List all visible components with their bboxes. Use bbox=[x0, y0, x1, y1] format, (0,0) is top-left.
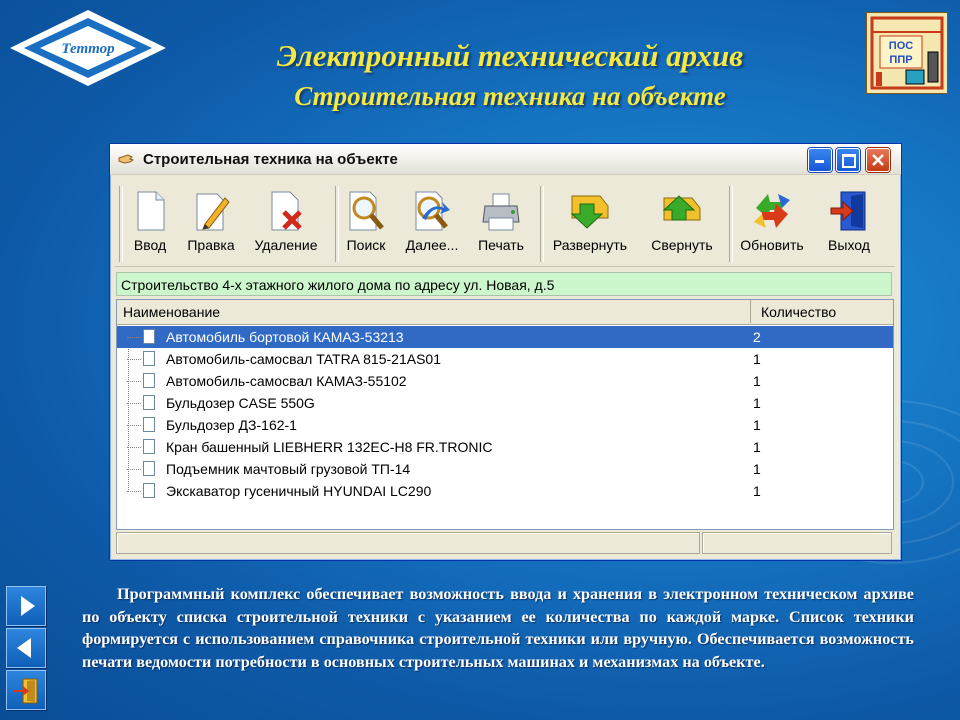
delete-button-label: Удаление bbox=[254, 237, 318, 253]
expand-arrow-icon bbox=[570, 190, 610, 232]
exit-door-icon bbox=[7, 671, 45, 709]
tree-connector bbox=[127, 447, 141, 448]
table-header bbox=[117, 300, 893, 325]
refresh-button-label: Обновить bbox=[740, 237, 804, 253]
row-name: Бульдозер ДЗ-162-1 bbox=[166, 417, 297, 433]
document-icon bbox=[143, 351, 155, 366]
add-button-label: Ввод bbox=[133, 237, 167, 253]
row-name: Автомобиль-самосвал КАМАЗ-55102 bbox=[166, 373, 407, 389]
play-forward-icon bbox=[7, 587, 45, 625]
toolbar-separator bbox=[540, 186, 544, 262]
pos-ppr-logo bbox=[866, 12, 948, 94]
document-icon bbox=[143, 483, 155, 498]
search-button[interactable] bbox=[341, 184, 391, 264]
table-row[interactable] bbox=[117, 392, 893, 414]
previous-slide-button[interactable] bbox=[6, 628, 46, 668]
refresh-icon bbox=[752, 190, 792, 232]
edit-button-label: Правка bbox=[187, 237, 235, 253]
expand-button[interactable] bbox=[548, 184, 632, 264]
page-subtitle: Строительная техника на объекте bbox=[294, 81, 726, 111]
tree-connector bbox=[127, 425, 141, 426]
printer-icon bbox=[481, 190, 521, 232]
table-row[interactable] bbox=[117, 480, 893, 502]
equipment-table bbox=[116, 299, 894, 530]
row-qty: 1 bbox=[753, 373, 761, 389]
badge-line2: ППР bbox=[889, 54, 913, 66]
page-title: Электронный технический архив bbox=[276, 38, 744, 73]
tree-connector bbox=[127, 337, 141, 338]
row-name: Подъемник мачтовый грузовой ТП-14 bbox=[166, 461, 411, 477]
toolbar-separator bbox=[335, 186, 339, 262]
status-bar bbox=[116, 532, 892, 554]
hand-pointer-icon bbox=[118, 152, 134, 166]
new-document-icon bbox=[130, 190, 170, 232]
edit-button[interactable] bbox=[182, 184, 240, 264]
badge-line1: ПОС bbox=[888, 40, 914, 52]
row-name: Экскаватор гусеничный HYUNDAI LC290 bbox=[166, 483, 432, 499]
delete-button[interactable] bbox=[249, 184, 323, 264]
minimize-icon bbox=[815, 160, 824, 163]
maximize-button[interactable] bbox=[836, 148, 860, 172]
equipment-window bbox=[109, 143, 902, 561]
document-icon bbox=[143, 395, 155, 410]
document-icon bbox=[143, 417, 155, 432]
pencil-icon bbox=[191, 190, 231, 232]
play-back-icon bbox=[7, 629, 45, 667]
table-row[interactable] bbox=[117, 414, 893, 436]
document-icon bbox=[143, 439, 155, 454]
expand-button-label: Развернуть bbox=[552, 237, 628, 253]
row-qty: 1 bbox=[753, 351, 761, 367]
document-icon bbox=[143, 373, 155, 388]
add-button[interactable] bbox=[127, 184, 173, 264]
find-next-button[interactable] bbox=[402, 184, 462, 264]
row-name: Автомобиль бортовой КАМАЗ-53213 bbox=[166, 329, 404, 345]
tree-connector bbox=[127, 381, 141, 382]
tree-connector bbox=[127, 403, 141, 404]
exit-door-icon bbox=[829, 190, 869, 232]
next-slide-button[interactable] bbox=[6, 586, 46, 626]
row-qty: 1 bbox=[753, 483, 761, 499]
close-button[interactable] bbox=[866, 148, 890, 172]
table-row[interactable] bbox=[117, 458, 893, 480]
row-qty: 2 bbox=[753, 329, 761, 345]
minimize-button[interactable] bbox=[808, 148, 832, 172]
toolbar-separator bbox=[729, 186, 733, 262]
search-button-label: Поиск bbox=[346, 237, 386, 253]
exit-button-label: Выход bbox=[828, 237, 870, 253]
row-name: Бульдозер CASE 550G bbox=[166, 395, 315, 411]
exit-slide-button[interactable] bbox=[6, 670, 46, 710]
exit-button[interactable] bbox=[821, 184, 877, 264]
logo-text: Теттор bbox=[61, 41, 115, 57]
window-titlebar[interactable] bbox=[110, 144, 901, 175]
toolbar-separator bbox=[119, 186, 123, 262]
row-qty: 1 bbox=[753, 395, 761, 411]
table-row[interactable] bbox=[117, 436, 893, 458]
tree-connector bbox=[127, 359, 141, 360]
table-row[interactable] bbox=[117, 370, 893, 392]
collapse-arrow-icon bbox=[662, 190, 702, 232]
maximize-icon bbox=[842, 154, 856, 168]
close-icon bbox=[867, 149, 889, 171]
tree-connector bbox=[127, 491, 141, 492]
window-title: Строительная техника на объекте bbox=[143, 151, 398, 168]
column-header-qty[interactable]: Количество bbox=[761, 304, 837, 320]
document-icon bbox=[143, 329, 155, 344]
refresh-button[interactable] bbox=[737, 184, 807, 264]
document-icon bbox=[143, 461, 155, 476]
row-qty: 1 bbox=[753, 461, 761, 477]
find-next-button-label: Далее... bbox=[405, 237, 459, 253]
table-row[interactable] bbox=[117, 348, 893, 370]
row-qty: 1 bbox=[753, 439, 761, 455]
row-name: Автомобиль-самосвал TATRA 815-21AS01 bbox=[166, 351, 441, 367]
toolbar bbox=[115, 182, 895, 267]
magnifier-icon bbox=[346, 190, 386, 232]
object-info-bar: Строительство 4-х этажного жилого дома по адресу ул. Новая, д.5 bbox=[116, 272, 892, 296]
collapse-button[interactable] bbox=[645, 184, 719, 264]
row-qty: 1 bbox=[753, 417, 761, 433]
status-panel-secondary bbox=[702, 532, 892, 554]
status-panel-main bbox=[116, 532, 700, 554]
table-row[interactable] bbox=[117, 326, 893, 348]
find-next-icon bbox=[412, 190, 452, 232]
print-button[interactable] bbox=[471, 184, 531, 264]
collapse-button-label: Свернуть bbox=[651, 237, 713, 253]
description-text: Программный комплекс обеспечивает возможность ввода и хранения в электронном техническом архиве по объекту списка строительной техники с указанием ее количества по каждой марке. Список техники формируется с использованием справочника строительной техники или вручную. Обеспечивается возможность печати ведомости потребности в основных строительных машинах и механизмах на объекте. bbox=[82, 585, 914, 671]
column-header-name[interactable]: Наименование bbox=[117, 300, 751, 323]
row-name: Кран башенный LIEBHERR 132EC-H8 FR.TRONIC bbox=[166, 439, 493, 455]
print-button-label: Печать bbox=[478, 237, 524, 253]
delete-document-icon bbox=[266, 190, 306, 232]
tree-connector bbox=[127, 469, 141, 470]
